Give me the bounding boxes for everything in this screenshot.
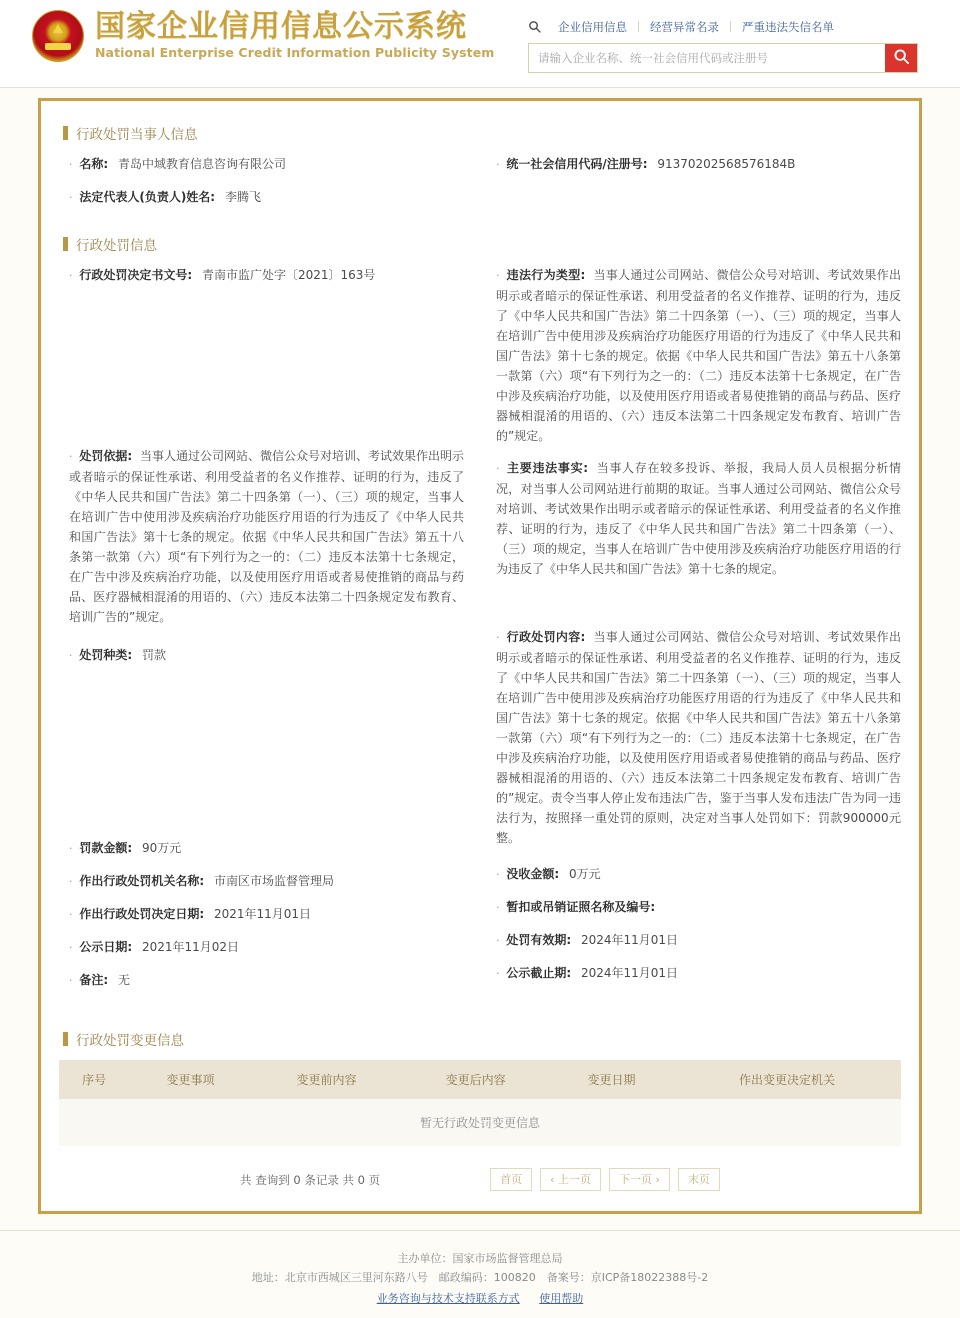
nav-item-credit-info[interactable]: 企业信用信息 xyxy=(558,19,627,34)
site-header xyxy=(0,0,960,88)
field-label: 处罚有效期: xyxy=(506,933,572,947)
bullet-icon: · xyxy=(496,934,500,947)
field-label: 作出行政处罚决定日期: xyxy=(79,907,205,921)
field-value: 当事人存在较多投诉、举报，我局人员人员根据分析情况，对当事人公司网站进行前期的取证。当事人通过公司网站、微信公众号对培训、考试效果作出明示或者暗示的保证性承诺、利用受益者的名义作推荐、证明的行为，违反了《中华人民共和国广告法》第二十四条第（一）、（三）项的规定，当事人在培训广告中使用涉及疾病治疗功能医疗用语的行为违反了《中华人民共和国广告法》第十七条的规定。 xyxy=(496,461,901,576)
field-valid-until xyxy=(496,930,901,951)
field-penalty-kind xyxy=(69,645,464,666)
field-label: 统一社会信用代码/注册号: xyxy=(506,157,648,171)
party-info-left-column xyxy=(59,154,480,220)
footer-organizer: 主办单位：国家市场监督管理总局 xyxy=(397,1252,563,1265)
field-penalty-content xyxy=(496,627,901,848)
field-publicity-date xyxy=(69,937,464,958)
field-label: 行政处罚决定书文号: xyxy=(79,268,193,282)
nav-item-serious-violation-list[interactable]: 严重违法失信名单 xyxy=(742,19,834,34)
field-label: 处罚种类: xyxy=(79,648,133,662)
bullet-icon: · xyxy=(69,908,73,921)
field-remark xyxy=(69,970,464,991)
bullet-icon: · xyxy=(69,191,73,204)
footer-links xyxy=(0,1289,960,1308)
field-value: 青南市监广处字〔2021〕163号 xyxy=(201,268,376,282)
bullet-icon: · xyxy=(496,967,500,980)
field-decision-document-number xyxy=(69,265,464,286)
col-change-item: 变更事项 xyxy=(129,1060,252,1099)
penalty-left-column xyxy=(59,265,480,1003)
site-footer xyxy=(0,1230,960,1318)
field-value: 2024年11月01日 xyxy=(580,966,679,980)
search-button[interactable] xyxy=(885,44,917,72)
field-license-suspended xyxy=(496,897,901,918)
field-value: 当事人通过公司网站、微信公众号对培训、考试效果作出明示或者暗示的保证性承诺、利用受益者的名义作推荐、证明的行为，违反了《中华人民共和国广告法》第二十四条第（一）、（三）项的规定，当事人在培训广告中使用涉及疾病治疗功能医疗用语的行为违反了《中华人民共和国广告法》第十七条的规定。依据《中华人民共和国广告法》第五十八条第一款第（六）项“有下列行为之一的：（二）违反本法第十七条规定，在广告中涉及疾病治疗功能，以及使用医疗用语或者易使推销的商品与药品、医疗器械相混淆的用语的、（六）违反本法第二十四条规定发布教育、培训广告的”规定。责令当事人停止发布违法广告，鉴于当事人发布违法广告为同一违法行为，按照择一重处罚的原则，决定对当事人处罚如下：罚款900000元整。 xyxy=(496,630,901,845)
field-value: 2024年11月01日 xyxy=(580,933,679,947)
field-violation-type xyxy=(496,265,901,446)
field-value: 李腾飞 xyxy=(224,190,261,204)
left-column-spacer xyxy=(59,298,464,446)
table-header-row xyxy=(59,1060,901,1099)
table-head xyxy=(59,1060,901,1099)
footer-address: 地址：北京市西城区三里河东路八号 邮政编码：100820 备案号：京ICP备18022388号-2 xyxy=(251,1271,709,1284)
field-confiscate-amount xyxy=(496,864,901,885)
field-decision-date xyxy=(69,904,464,925)
field-value: 91370202568576184B xyxy=(657,157,796,171)
bullet-icon: · xyxy=(69,974,73,987)
col-after-content: 变更后内容 xyxy=(401,1060,550,1099)
table-empty-row xyxy=(59,1099,901,1146)
bullet-icon: · xyxy=(69,649,73,662)
field-label: 主要违法事实: xyxy=(507,461,589,475)
first-page-button[interactable]: 首页 xyxy=(490,1168,532,1191)
field-value: 当事人通过公司网站、微信公众号对培训、考试效果作出明示或者暗示的保证性承诺、利用受益者的名义作推荐、证明的行为，违反了《中华人民共和国广告法》第二十四条第（一）、（三）项的规定，当事人在培训广告中使用涉及疾病治疗功能医疗用语的行为违反了《中华人民共和国广告法》第十七条的规定。依据《中华人民共和国广告法》第五十八条第一款第（六）项“有下列行为之一的：（二）违反本法第十七条规定，在广告中涉及疾病治疗功能，以及使用医疗用语或者易使推销的商品与药品、医疗器械相混淆的用语的、（六）违反本法第二十四条规定发布教育、培训广告的”规定。 xyxy=(496,268,901,443)
col-change-authority: 作出变更决定机关 xyxy=(673,1060,901,1099)
magnifier-icon xyxy=(893,48,910,68)
col-index: 序号 xyxy=(59,1060,129,1099)
field-publicity-deadline xyxy=(496,963,901,984)
field-value: 市南区市场监督管理局 xyxy=(213,874,334,888)
field-value: 2021年11月02日 xyxy=(141,940,240,954)
section-title-party-info xyxy=(63,123,901,143)
empty-message: 暂无行政处罚变更信息 xyxy=(59,1099,901,1146)
col-before-content: 变更前内容 xyxy=(252,1060,401,1099)
bullet-icon: · xyxy=(69,269,73,282)
penalty-right-column xyxy=(480,265,901,1003)
prev-page-button[interactable]: ‹ 上一页 xyxy=(540,1168,601,1191)
bullet-icon: · xyxy=(69,158,73,171)
bullet-icon: · xyxy=(496,462,500,475)
last-page-button[interactable]: 末页 xyxy=(678,1168,720,1191)
site-brand xyxy=(32,10,494,62)
table-body xyxy=(59,1099,901,1146)
field-value: 青岛中域教育信息咨询有限公司 xyxy=(117,157,286,171)
field-label: 罚款金额: xyxy=(79,841,133,855)
field-label: 行政处罚内容: xyxy=(506,630,586,644)
right-column-spacer xyxy=(486,591,901,627)
record-count-text: 共 查询到 0 条记录 共 0 页 xyxy=(240,1172,381,1187)
section-marker-icon xyxy=(63,1032,68,1046)
field-penalty-authority xyxy=(69,871,464,892)
field-fine-amount xyxy=(69,838,464,859)
field-label: 备注: xyxy=(79,973,109,987)
search-input[interactable] xyxy=(529,44,885,72)
bullet-icon: · xyxy=(496,269,500,282)
section-title-change-info xyxy=(63,1029,901,1049)
field-company-name xyxy=(69,154,464,175)
field-value: 罚款 xyxy=(141,648,166,662)
search-bar xyxy=(528,43,918,73)
col-change-date: 变更日期 xyxy=(550,1060,673,1099)
field-value: 2021年11月01日 xyxy=(213,907,312,921)
search-icon xyxy=(528,20,541,33)
party-info-columns xyxy=(59,154,901,220)
header-right xyxy=(528,18,918,73)
section-label: 行政处罚信息 xyxy=(76,238,157,254)
footer-link-support[interactable]: 业务咨询与技术支持联系方式 xyxy=(376,1292,520,1305)
left-column-spacer-2 xyxy=(59,678,464,838)
field-label: 没收金额: xyxy=(506,867,560,881)
section-marker-icon xyxy=(63,126,68,140)
field-main-facts xyxy=(496,458,901,579)
change-info-section xyxy=(59,1029,901,1191)
penalty-info-columns xyxy=(59,265,901,1003)
footer-link-help[interactable]: 使用帮助 xyxy=(539,1292,584,1305)
nav-item-abnormal-list[interactable]: 经营异常名录 xyxy=(650,19,719,34)
field-label: 违法行为类型: xyxy=(506,268,586,282)
detail-panel xyxy=(38,98,922,1214)
site-title-cn: 国家企业信用信息公示系统 xyxy=(95,9,467,45)
pagination xyxy=(59,1168,901,1191)
field-value: 90万元 xyxy=(141,841,182,855)
party-info-right-column xyxy=(480,154,901,220)
field-label: 公示日期: xyxy=(79,940,133,954)
bullet-icon: · xyxy=(496,631,500,644)
section-label: 行政处罚当事人信息 xyxy=(76,127,198,143)
field-value: 无 xyxy=(117,973,130,987)
bullet-icon: · xyxy=(69,450,73,463)
field-legal-representative xyxy=(69,187,464,208)
field-legal-basis xyxy=(69,446,464,627)
bullet-icon: · xyxy=(496,868,500,881)
field-label: 公示截止期: xyxy=(506,966,572,980)
next-page-button[interactable]: 下一页 › xyxy=(609,1168,670,1191)
field-label: 法定代表人(负责人)姓名: xyxy=(79,190,216,204)
field-label: 处罚依据: xyxy=(79,449,133,463)
bullet-icon: · xyxy=(496,901,500,914)
bullet-icon: · xyxy=(496,158,500,171)
field-credit-code xyxy=(496,154,901,175)
bullet-icon: · xyxy=(69,842,73,855)
field-label: 暂扣或吊销证照名称及编号: xyxy=(506,900,656,914)
section-marker-icon xyxy=(63,237,68,251)
field-value: 0万元 xyxy=(568,867,601,881)
bullet-icon: · xyxy=(69,941,73,954)
change-info-table xyxy=(59,1060,901,1146)
national-emblem-icon xyxy=(32,10,84,62)
bullet-icon: · xyxy=(69,875,73,888)
section-label: 行政处罚变更信息 xyxy=(76,1033,184,1049)
field-label: 作出行政处罚机关名称: xyxy=(79,874,205,888)
top-nav xyxy=(528,18,918,35)
site-title-en: National Enterprise Credit Information Publicity System xyxy=(95,45,495,61)
section-title-penalty-info xyxy=(63,234,901,254)
pagination-buttons xyxy=(490,1168,720,1191)
field-value: 当事人通过公司网站、微信公众号对培训、考试效果作出明示或者暗示的保证性承诺、利用受益者的名义作推荐、证明的行为，违反了《中华人民共和国广告法》第二十四条第（一）、（三）项的规定，当事人在培训广告中使用涉及疾病治疗功能医疗用语的行为违反了《中华人民共和国广告法》第十七条的规定。依据《中华人民共和国广告法》第五十八条第一款第（六）项“有下列行为之一的：（二）违反本法第十七条规定，在广告中涉及疾病治疗功能，以及使用医疗用语或者易使推销的商品与药品、医疗器械相混淆的用语的、（六）违反本法第二十四条规定发布教育、培训广告的”规定。 xyxy=(69,449,464,624)
main-content xyxy=(0,88,960,1214)
field-label: 名称: xyxy=(79,157,109,171)
